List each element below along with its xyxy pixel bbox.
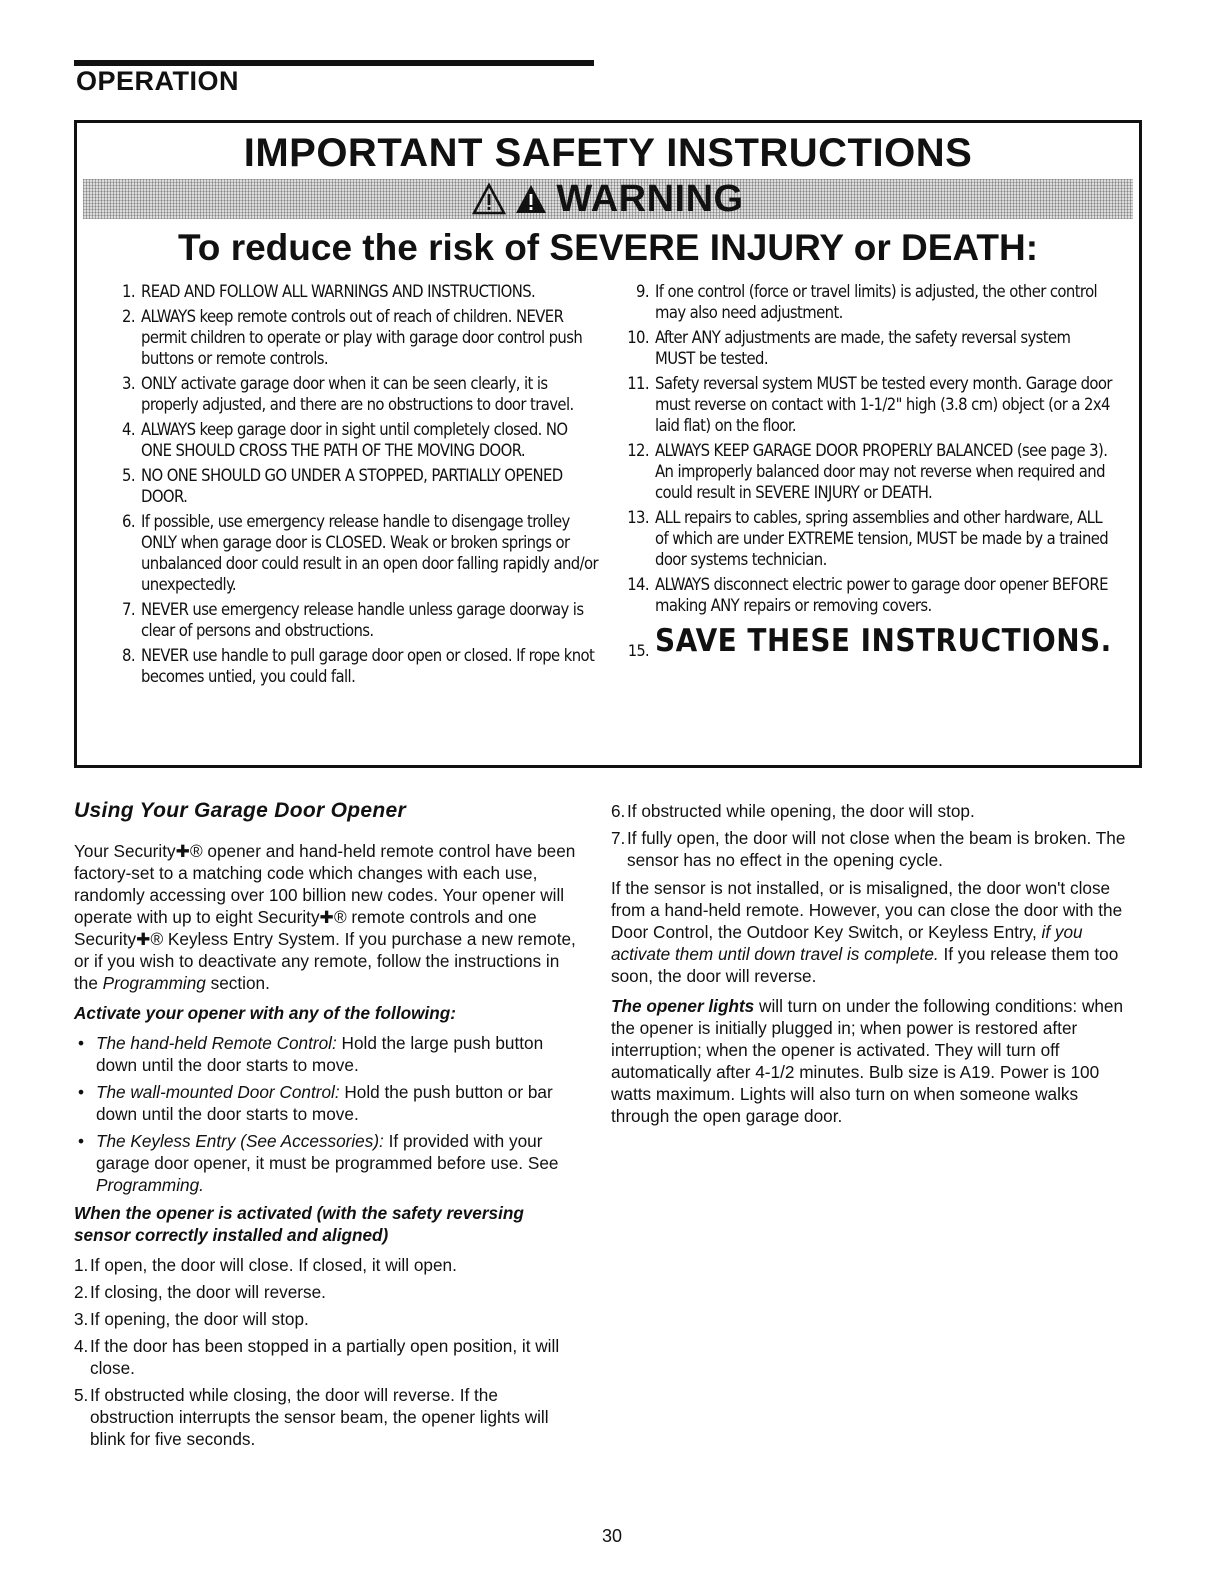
list-item: 12. ALWAYS KEEP GARAGE DOOR PROPERLY BALANCED (see page 3). An improperly balanced door may not reverse when required and could result in SEVERE INJURY or DEATH. [627,441,1108,502]
list-item: 5. NO ONE SHOULD GO UNDER A STOPPED, PARTIALLY OPENED DOOR. [122,466,563,506]
left-column [74,800,584,1456]
warning-label: WARNING [556,177,744,220]
list-item: 5. If obstructed while closing, the door will reverse. If the obstruction interrupts the sensor beam, the opener lights will blink for five seconds. [74,1385,549,1449]
when-activated-heading: When the opener is activated (with the safety reversing sensor correctly installed and aligned) [74,1203,524,1245]
save-instructions-item: 15. SAVE THESE INSTRUCTIONS. [627,623,1112,660]
safety-subtitle: To reduce the risk of SEVERE INJURY or DEATH: [177,227,1039,268]
list-item: 13. ALL repairs to cables, spring assemblies and other hardware, ALL of which are under EXTREME tension, MUST be made by a trained door systems technician. [627,508,1109,569]
list-item: 11. Safety reversal system MUST be tested every month. Garage door must reverse on contact with 1-1/2" high (3.8 cm) object (or a 2x4 laid flat) on the floor. [627,374,1112,435]
section-title: OPERATION [76,66,240,96]
safety-instructions-box [74,120,1142,768]
list-item: • The Keyless Entry (See Accessories): If provided with your garage door opener, it must be programmed before use. See Programming. [74,1130,584,1196]
save-instructions-text: SAVE THESE INSTRUCTIONS. [655,623,1112,659]
list-item: 2. ALWAYS keep remote controls out of reach of children. NEVER permit children to operate or play with garage door control push buttons or remote controls. [122,307,583,368]
list-item: 3. If opening, the door will stop. [74,1309,309,1329]
list-item: 1. READ AND FOLLOW ALL WARNINGS AND INSTRUCTIONS. [122,282,536,301]
list-item: 10. After ANY adjustments are made, the safety reversal system MUST be tested. [627,328,1071,368]
list-item: 6. If possible, use emergency release handle to disengage trolley ONLY when garage door is CLOSED. Weak or broken springs or unbalanced door could result in an open door falling rapidly and/or unexpectedly. [122,512,598,594]
list-item: 9. If one control (force or travel limits) is adjusted, the other control may also need adjustment. [636,282,1098,322]
list-item: 4. ALWAYS keep garage door in sight until completely closed. NO ONE SHOULD CROSS THE PATH OF THE MOVING DOOR. [122,420,568,460]
activate-heading: Activate your opener with any of the following: [74,1003,456,1023]
list-item: 3. ONLY activate garage door when it can be seen clearly, it is properly adjusted, and there are no obstructions to door travel. [122,374,574,414]
list-item: 6. If obstructed while opening, the door will stop. [611,801,975,821]
sensor-paragraph: If the sensor is not installed, or is misaligned, the door won't close from a hand-held remote. However, you can close the door with the Door Control, the Outdoor Key Switch, or Keyless Entry, if you activate them until down travel is complete. If you release them too soon, the door will reverse. [611,878,1123,986]
safety-list-left [99,281,599,691]
intro-paragraph: Your Security✚® opener and hand-held remote control have been factory-set to a matching code which changes with each use, randomly accessing over 100 billion new codes. Your opener will operate with up to eight Security✚® remote controls and one Security✚® Keyless Entry System. If you purchase a new remote, or if you wish to deactivate any remote, follow the instructions in the Programming section. [74,841,576,993]
behavior-list-left [74,1254,584,1450]
list-item: • The hand-held Remote Control: Hold the large push button down until the door starts to move. [74,1032,584,1076]
lights-paragraph: The opener lights will turn on under the following conditions: when the opener is initially plugged in; when power is restored after interruption; when the opener is activated. They will turn off automatically after 4-1/2 minutes. Bulb size is A19. Power is 100 watts maximum. Lights will also turn on when someone walks through the open garage door. [611,996,1124,1126]
page-number: 30 [601,1526,623,1546]
safety-title: IMPORTANT SAFETY INSTRUCTIONS [243,131,973,175]
right-column [611,800,1141,1135]
list-item: 7. NEVER use emergency release handle unless garage doorway is clear of persons and obstructions. [122,600,584,640]
safety-list-right [613,281,1113,664]
warning-solid-triangle-icon [514,183,548,215]
list-item: 7. If fully open, the door will not close when the beam is broken. The sensor has no effect in the opening cycle. [611,828,1126,870]
list-item: 14. ALWAYS disconnect electric power to garage door opener BEFORE making ANY repairs or removing covers. [627,575,1108,615]
list-item: 8. NEVER use handle to pull garage door open or closed. If rope knot becomes untied, you could fall. [122,646,595,686]
warning-outline-triangle-icon [472,183,506,215]
list-item: • The wall-mounted Door Control: Hold the push button or bar down until the door starts to move. [74,1081,584,1125]
activation-methods-list [74,1032,584,1196]
section-subheading: Using Your Garage Door Opener [74,799,406,822]
list-item: 2. If closing, the door will reverse. [74,1282,326,1302]
warning-band [83,179,1133,219]
list-item: 4. If the door has been stopped in a partially open position, it will close. [74,1336,560,1378]
list-item: 1. If open, the door will close. If closed, it will open. [74,1255,457,1275]
behavior-list-right [611,800,1141,871]
